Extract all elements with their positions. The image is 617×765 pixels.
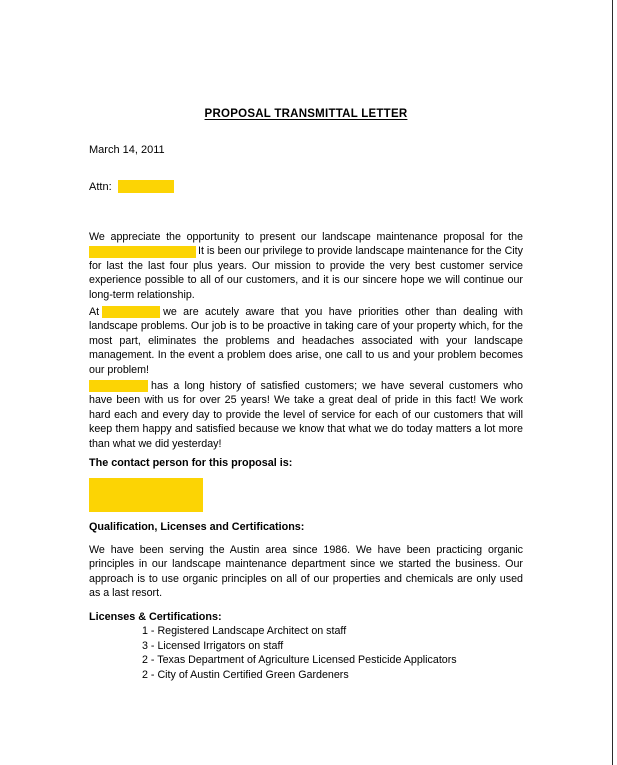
paragraph-introduction bbox=[89, 230, 523, 302]
page-title-text: PROPOSAL TRANSMITTAL LETTER bbox=[204, 108, 408, 120]
page-right-edge-rule bbox=[612, 0, 613, 765]
licenses-list bbox=[142, 624, 457, 682]
redaction-block-contact-person bbox=[89, 478, 203, 512]
list-item: 1 - Registered Landscape Architect on staff bbox=[142, 625, 347, 637]
paragraph-2-text-part-1: At bbox=[89, 306, 100, 318]
paragraph-3-text-part-2: has a long history of satisfied customers; we have several customers who have been with us for over 25 years! We take a great deal of pride in this fact! We work hard each and every day to provide the level of service for each of our customers that will keep them happy and satisfied because we know that what we do today matters a lot more than what we did yesterday! bbox=[89, 380, 523, 450]
redaction-block-company-1 bbox=[89, 246, 196, 258]
attn-label: Attn: bbox=[89, 180, 112, 193]
contact-person-heading: The contact person for this proposal is: bbox=[89, 457, 293, 469]
list-item: 2 - City of Austin Certified Green Gardeners bbox=[142, 668, 349, 681]
paragraph-proactive bbox=[89, 305, 523, 377]
paragraph-1-text-part-2: It is been our privilege to provide landscape maintenance for the City for last the last four plus years. Our mission to provide the very best customer service experience possible to all of our customers, and it is our sincere hope we will continue our long-term relationship. bbox=[89, 245, 523, 301]
paragraph-history bbox=[89, 379, 523, 451]
redaction-block-company-2 bbox=[102, 306, 160, 318]
paragraph-2-text-part-2: we are acutely aware that you have priorities other than dealing with landscape problems. Our job is to be proactive in taking care of your property which, for the most part, eliminates the problems and headaches associated with your landscape management. In the event a problem does arise, one call to us and your problem becomes our problem! bbox=[89, 306, 523, 376]
paragraph-1-text-part-1: We appreciate the opportunity to present our landscape maintenance proposal for the bbox=[89, 231, 523, 243]
letter-date: March 14, 2011 bbox=[89, 144, 165, 156]
redaction-block-attn bbox=[118, 180, 174, 193]
licenses-heading: Licenses & Certifications: bbox=[89, 611, 222, 623]
attn-line bbox=[89, 180, 174, 193]
page-title bbox=[89, 108, 523, 120]
qualification-heading: Qualification, Licenses and Certifications: bbox=[89, 521, 305, 533]
list-item: 3 - Licensed Irrigators on staff bbox=[142, 639, 284, 652]
redaction-block-company-3 bbox=[89, 380, 148, 392]
list-item: 2 - Texas Department of Agriculture Licensed Pesticide Applicators bbox=[142, 654, 457, 667]
paragraph-qualification: We have been serving the Austin area since 1986. We have been practicing organic principles in our landscape maintenance department since we started the business. Our approach is to use organic principles on all of our properties and chemicals are only used as a last resort. bbox=[89, 544, 523, 600]
